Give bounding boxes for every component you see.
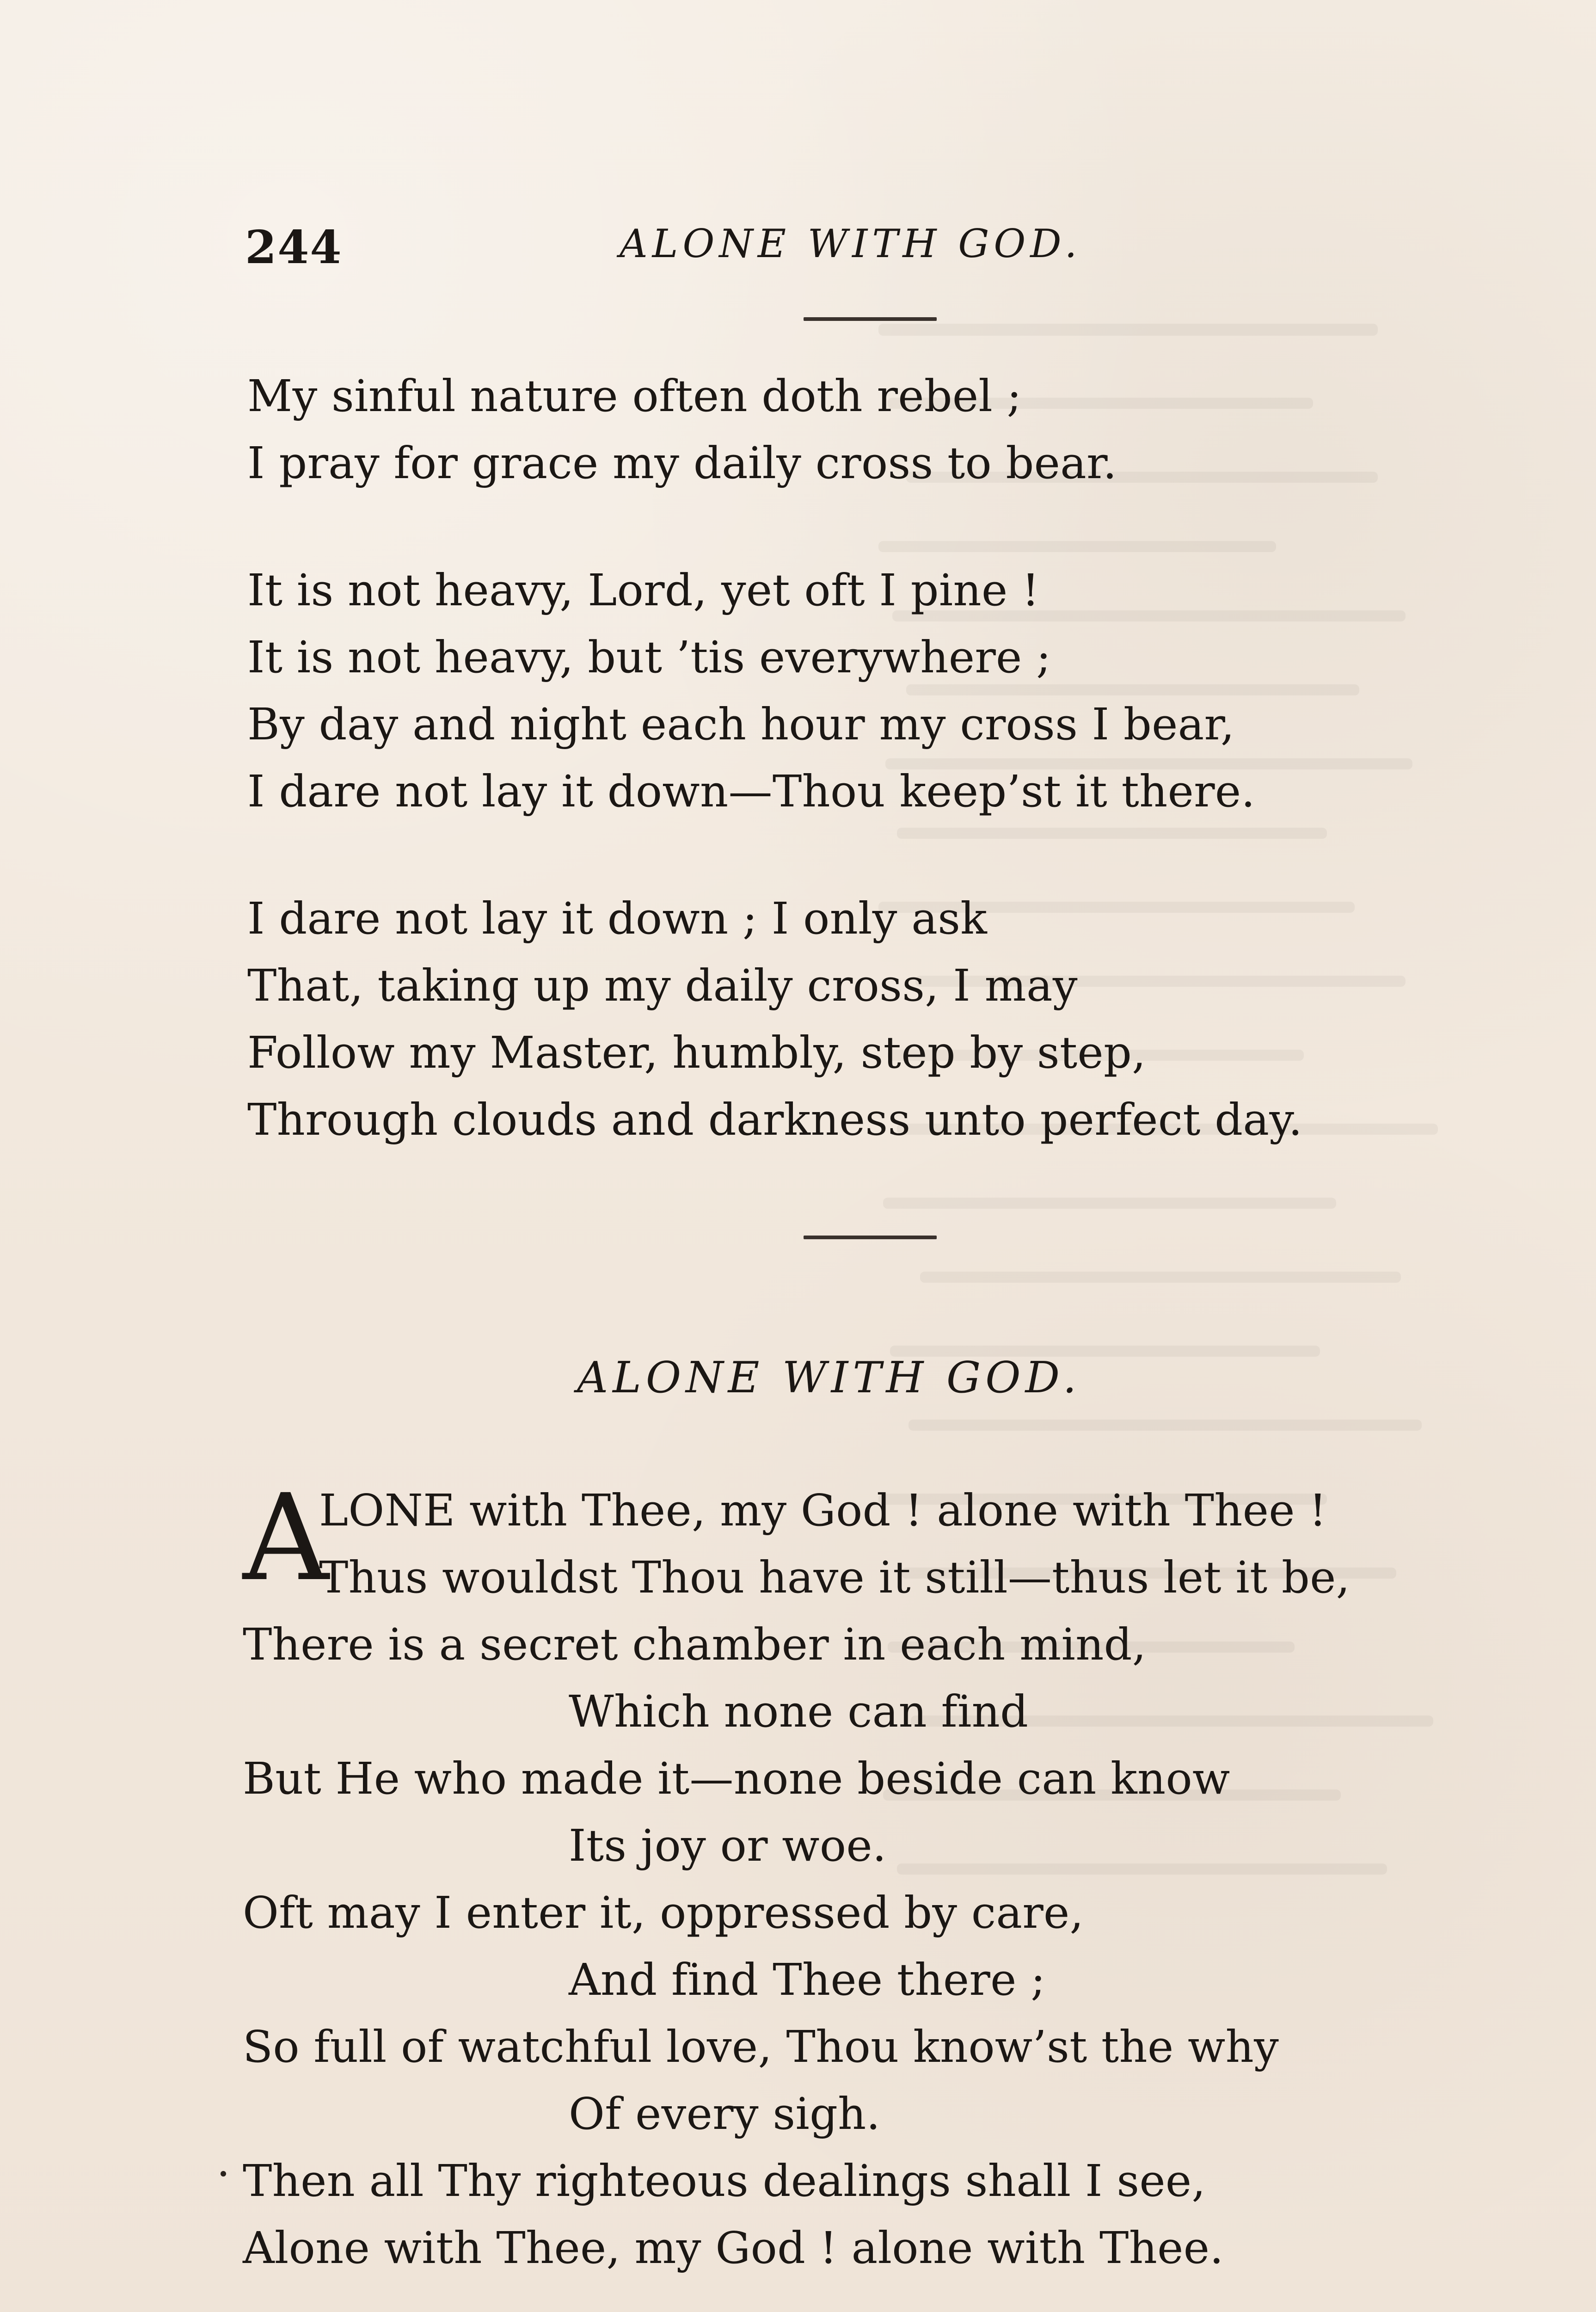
- section-divider: [804, 1236, 937, 1239]
- poem-line-row: [243, 2014, 1519, 2081]
- poem-line: There is a secret chamber in each mind,: [243, 1619, 1147, 1670]
- poem-line: Then all Thy righteous dealings shall I see,: [243, 2156, 1206, 2207]
- poem-line-row: [243, 1679, 1519, 1746]
- poem-line: It is not heavy, but ’tis everywhere ;: [247, 632, 1051, 683]
- poem-line-row: [243, 2215, 1519, 2282]
- section-title: ALONE WITH GOD.: [577, 1353, 1081, 1402]
- poem-line: LONE with Thee, my God ! alone with Thee !: [319, 1485, 1327, 1536]
- poem-line: By day and night each hour my cross I bear,: [247, 699, 1235, 750]
- ink-dot: [221, 2171, 226, 2177]
- poem-line: I dare not lay it down ; I only ask: [247, 893, 988, 944]
- poem-line-row: [243, 2148, 1519, 2215]
- page-number: 244: [245, 221, 343, 274]
- poem-line-row: [243, 1880, 1519, 1947]
- stanza-2: [247, 557, 1496, 825]
- poem-line: Alone with Thee, my God ! alone with Thee.: [243, 2223, 1224, 2274]
- poem-line-row: [243, 1544, 1519, 1611]
- poem-line: I pray for grace my daily cross to bear.: [247, 438, 1117, 489]
- poem-line-row: [243, 1947, 1519, 2014]
- poem-line-row: [243, 1813, 1519, 1880]
- stanza-3: [247, 885, 1496, 1154]
- main-poem: [243, 1469, 1519, 2282]
- poem-line: Its joy or woe.: [569, 1820, 887, 1871]
- drop-cap: A: [243, 1469, 329, 1607]
- page-header: [245, 217, 1410, 282]
- poem-line: But He who made it—none beside can know: [243, 1753, 1230, 1804]
- poem-excerpt: [247, 363, 1496, 1214]
- running-head: ALONE WITH GOD.: [620, 221, 1082, 266]
- poem-line: My sinful nature often doth rebel ;: [247, 371, 1022, 422]
- top-divider: [804, 317, 937, 321]
- poem-line-row: [243, 2081, 1519, 2148]
- poem-line-row: [243, 1746, 1519, 1813]
- poem-line-row: [243, 1611, 1519, 1679]
- poem-line: Which none can find: [569, 1686, 1029, 1737]
- poem-line: Thus wouldst Thou have it still—thus let it be,: [319, 1552, 1350, 1603]
- poem-line: Through clouds and darkness unto perfect day.: [247, 1095, 1303, 1145]
- poem-line: So full of watchful love, Thou know’st the why: [243, 2022, 1279, 2072]
- poem-line: It is not heavy, Lord, yet oft I pine !: [247, 565, 1040, 616]
- stanza-1: [247, 363, 1496, 497]
- poem-line: I dare not lay it down—Thou keep’st it there.: [247, 766, 1255, 817]
- poem-line: And find Thee there ;: [569, 1955, 1046, 2005]
- poem-line: That, taking up my daily cross, I may: [247, 960, 1078, 1011]
- poem-line: Oft may I enter it, oppressed by care,: [243, 1888, 1084, 1938]
- poem-line: Follow my Master, humbly, step by step,: [247, 1027, 1146, 1078]
- poem-line: Of every sigh.: [569, 2089, 881, 2140]
